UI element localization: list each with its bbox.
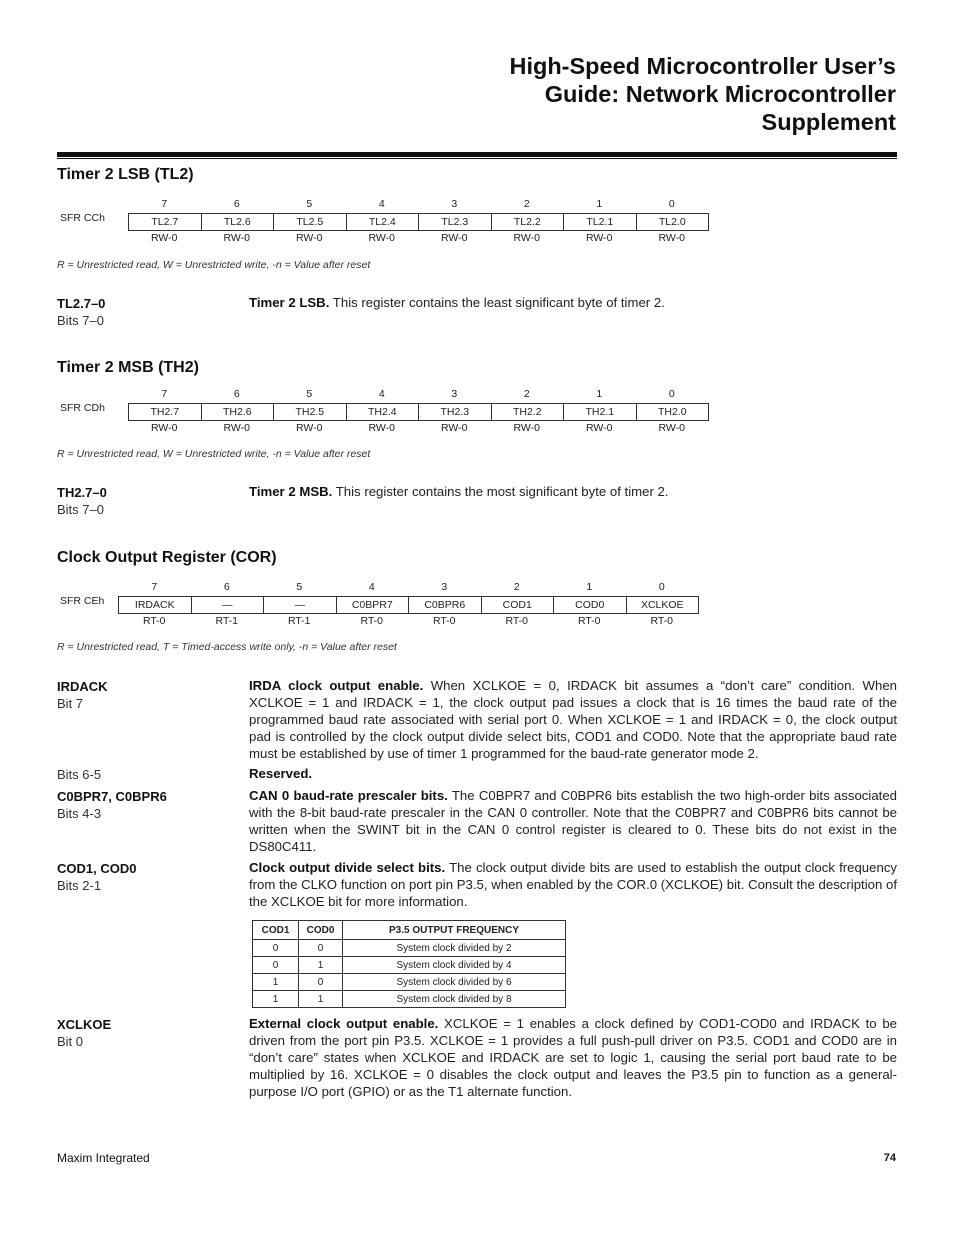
reset-value: RW-0 — [658, 422, 685, 434]
bit-number: 0 — [658, 581, 665, 593]
table-cell: System clock divided by 2 — [343, 940, 566, 957]
bit-cell: TH2.4 — [347, 404, 420, 420]
bit-number: 2 — [513, 581, 520, 593]
reset-value: RT-0 — [360, 615, 384, 627]
bit-cell: IRDACK — [119, 597, 192, 613]
bit-cell: C0BPR7 — [337, 597, 410, 613]
xclkoe-field-name: XCLKOE — [57, 1017, 112, 1032]
reset-value: RW-0 — [513, 232, 540, 244]
bit-cell: TL2.4 — [347, 214, 420, 230]
bit-number: 3 — [441, 581, 448, 593]
tl2-register-diagram — [60, 198, 720, 248]
bit-number: 4 — [378, 198, 385, 210]
reserved-field-description — [249, 766, 897, 783]
th2-register-diagram — [60, 388, 720, 438]
cod-field-name: COD1, COD0 — [57, 861, 137, 876]
bit-cell: TH2.7 — [129, 404, 202, 420]
cor-heading: Clock Output Register (COR) — [57, 549, 277, 566]
bit-cell: TH2.6 — [202, 404, 275, 420]
table-header-row — [253, 921, 566, 940]
th2-field-text: This register contains the most significant byte of timer 2. — [332, 484, 669, 499]
table-row — [253, 991, 566, 1008]
irdack-field-name: IRDACK — [57, 679, 108, 694]
bit-cell: TH2.2 — [492, 404, 565, 420]
tl2-legend: R = Unrestricted read, W = Unrestricted write, -n = Value after reset — [57, 259, 371, 271]
bit-cell: TL2.7 — [129, 214, 202, 230]
th2-field-name: TH2.7–0 — [57, 485, 107, 500]
bit-number: 5 — [296, 581, 303, 593]
c0bpr-field-description — [249, 788, 897, 856]
cor-bits-row — [118, 581, 698, 594]
table-cell: 1 — [253, 991, 299, 1008]
cod-field-label — [57, 860, 136, 894]
bit-number: 4 — [368, 581, 375, 593]
bit-cell: TL2.3 — [419, 214, 492, 230]
th2-field-label — [57, 484, 107, 518]
bit-cell: TH2.3 — [419, 404, 492, 420]
bit-number: 7 — [151, 581, 158, 593]
table-cell: 0 — [299, 940, 343, 957]
tl2-field-bits: Bits 7–0 — [57, 313, 104, 328]
table-cell: System clock divided by 8 — [343, 991, 566, 1008]
reset-value: RW-0 — [441, 422, 468, 434]
table-cell: System clock divided by 6 — [343, 974, 566, 991]
bit-cell: COD1 — [482, 597, 555, 613]
th2-bits-row — [128, 388, 708, 401]
reset-value: RT-1 — [287, 615, 311, 627]
table-header-frequency: P3.5 OUTPUT FREQUENCY — [343, 921, 566, 940]
cor-cells-row — [118, 596, 699, 614]
c0bpr-field-title: CAN 0 baud-rate prescaler bits. — [249, 788, 448, 803]
bit-number: 5 — [306, 388, 313, 400]
reset-value: RW-0 — [441, 232, 468, 244]
bit-cell: TL2.1 — [564, 214, 637, 230]
xclkoe-field-text: XCLKOE = 1 enables a clock defined by COD1-COD0 and IRDACK to be driven from the port pin P3.5. XCLKOE = 1 provides a full push-pull driver on P3.5. COD1 and COD0 are in “don’t care” states when XCLKOE and IRDACK are set to logic 1, causing the serial port baud rate to be multiplied by 16. XCLKOE = 0 disables the clock output and leaves the P3.5 pin to function as a general-purpose I/O port (GPIO) or as the T1 alternate function. — [249, 1016, 898, 1099]
bit-number: 2 — [523, 388, 530, 400]
irdack-field-bits: Bit 7 — [57, 696, 84, 711]
th2-heading: Timer 2 MSB (TH2) — [57, 359, 199, 376]
title-line-1: High-Speed Microcontroller User’s — [509, 53, 896, 79]
bit-cell: TL2.6 — [202, 214, 275, 230]
xclkoe-field-title: External clock output enable. — [249, 1016, 439, 1031]
th2-field-description — [249, 484, 897, 501]
reserved-field-bits: Bits 6-5 — [57, 767, 102, 782]
bit-number: 0 — [668, 388, 675, 400]
reset-value: RW-0 — [658, 232, 685, 244]
bit-cell: TL2.5 — [274, 214, 347, 230]
th2-field-title: Timer 2 MSB. — [249, 484, 333, 499]
cod-field-bits: Bits 2-1 — [57, 878, 102, 893]
cod-field-text: The clock output divide bits are used to establish the output clock frequency from the CLKO function on port pin P3.5, when enabled by the COR.0 (XCLKOE) bit. Consult the description of the XCLKOE bit for more information. — [249, 860, 898, 909]
bit-number: 0 — [668, 198, 675, 210]
reserved-field-label — [57, 766, 101, 783]
bit-number: 6 — [223, 581, 230, 593]
bit-cell: TH2.1 — [564, 404, 637, 420]
cod-field-description — [249, 860, 897, 911]
bit-cell: C0BPR6 — [409, 597, 482, 613]
table-row — [253, 957, 566, 974]
bit-cell: TL2.2 — [492, 214, 565, 230]
table-cell: System clock divided by 4 — [343, 957, 566, 974]
bit-number: 1 — [596, 198, 603, 210]
bit-number: 1 — [596, 388, 603, 400]
c0bpr-field-bits: Bits 4-3 — [57, 806, 102, 821]
cor-legend: R = Unrestricted read, T = Timed-access write only, -n = Value after reset — [57, 641, 397, 653]
tl2-field-label — [57, 295, 105, 329]
table-cell: 1 — [299, 991, 343, 1008]
cor-sfr-address: SFR CEh — [60, 595, 105, 607]
reset-value: RW-0 — [586, 422, 613, 434]
c0bpr-field-label — [57, 788, 167, 822]
tl2-resets-row — [128, 232, 708, 245]
irdack-field-description — [249, 678, 897, 763]
reset-value: RW-0 — [223, 422, 250, 434]
tl2-cells-row — [128, 213, 709, 231]
tl2-sfr-address: SFR CCh — [60, 212, 105, 224]
irdack-field-label — [57, 678, 108, 712]
xclkoe-field-description — [249, 1016, 897, 1101]
bit-number: 2 — [523, 198, 530, 210]
bit-cell: — — [192, 597, 265, 613]
th2-cells-row — [128, 403, 709, 421]
reset-value: RW-0 — [513, 422, 540, 434]
bit-number: 3 — [451, 388, 458, 400]
tl2-field-description — [249, 295, 897, 312]
table-cell: 0 — [253, 940, 299, 957]
c0bpr-field-text: The C0BPR7 and C0BPR6 bits establish the two high-order bits associated with the 8-bit baud-rate prescaler in the CAN 0 controller. Note that the C0BPR7 and C0BPR6 bits cannot be written when the SWINT bit in the CAN 0 control register is cleared to 0. These bits do not exist in the DS80C411. — [249, 788, 897, 854]
th2-resets-row — [128, 422, 708, 435]
bit-number: 6 — [233, 388, 240, 400]
table-row — [253, 940, 566, 957]
tl2-heading: Timer 2 LSB (TL2) — [57, 166, 194, 183]
tl2-bits-row — [128, 198, 708, 211]
table-cell: 0 — [299, 974, 343, 991]
reset-value: RW-0 — [296, 232, 323, 244]
cor-register-diagram — [60, 581, 720, 631]
bit-number: 7 — [161, 198, 168, 210]
tl2-field-text: This register contains the least significant byte of timer 2. — [329, 295, 665, 310]
bit-number: 4 — [378, 388, 385, 400]
bit-cell: TH2.5 — [274, 404, 347, 420]
reset-value: RW-0 — [368, 232, 395, 244]
c0bpr-field-name: C0BPR7, C0BPR6 — [57, 789, 167, 804]
bit-cell: XCLKOE — [627, 597, 700, 613]
irdack-field-text: When XCLKOE = 0, IRDACK bit assumes a “don’t care” condition. When XCLKOE = 1 and IRDACK = 1, the clock output pad issues a clock that is 16 times the baud rate of the programmed baud rate associated with serial port 0. When XCLKOE = 1 and IRDACK = 0, the clock output pad is controlled by the clock output divide select bits, COD1 and COD0. Note that the appropriate baud rate must be established by use of timer 1 programmed for the baud-rate generator mode 2. — [249, 678, 898, 761]
table-cell: 1 — [253, 974, 299, 991]
cor-resets-row — [118, 615, 698, 628]
title-rule — [57, 152, 897, 159]
title-line-3: Supplement — [761, 109, 896, 135]
bit-cell: — — [264, 597, 337, 613]
reset-value: RW-0 — [368, 422, 395, 434]
footer-company: Maxim Integrated — [57, 1151, 150, 1165]
th2-sfr-address: SFR CDh — [60, 402, 105, 414]
table-header-cod0: COD0 — [299, 921, 343, 940]
reset-value: RT-0 — [505, 615, 529, 627]
xclkoe-field-bits: Bit 0 — [57, 1034, 84, 1049]
bit-number: 7 — [161, 388, 168, 400]
bit-cell: COD0 — [554, 597, 627, 613]
document-title — [376, 52, 896, 136]
th2-legend: R = Unrestricted read, W = Unrestricted write, -n = Value after reset — [57, 448, 371, 460]
reset-value: RW-0 — [151, 422, 178, 434]
reset-value: RT-0 — [142, 615, 166, 627]
bit-cell: TL2.0 — [637, 214, 710, 230]
reset-value: RT-0 — [432, 615, 456, 627]
bit-number: 1 — [586, 581, 593, 593]
page-number: 74 — [883, 1152, 896, 1164]
reset-value: RT-0 — [577, 615, 601, 627]
reserved-field-title: Reserved. — [249, 766, 313, 781]
tl2-field-name: TL2.7–0 — [57, 296, 106, 311]
output-frequency-table — [252, 920, 566, 1008]
cod-field-title: Clock output divide select bits. — [249, 860, 446, 875]
reset-value: RW-0 — [586, 232, 613, 244]
th2-field-bits: Bits 7–0 — [57, 502, 104, 517]
bit-number: 5 — [306, 198, 313, 210]
reset-value: RW-0 — [296, 422, 323, 434]
xclkoe-field-label — [57, 1016, 111, 1050]
title-line-2: Guide: Network Microcontroller — [544, 81, 896, 107]
tl2-field-title: Timer 2 LSB. — [249, 295, 330, 310]
reset-value: RW-0 — [223, 232, 250, 244]
table-row — [253, 974, 566, 991]
table-cell: 0 — [253, 957, 299, 974]
reset-value: RW-0 — [151, 232, 178, 244]
bit-number: 3 — [451, 198, 458, 210]
bit-number: 6 — [233, 198, 240, 210]
table-cell: 1 — [299, 957, 343, 974]
bit-cell: TH2.0 — [637, 404, 710, 420]
reset-value: RT-1 — [215, 615, 239, 627]
table-header-cod1: COD1 — [253, 921, 299, 940]
irdack-field-title: IRDA clock output enable. — [249, 678, 424, 693]
reset-value: RT-0 — [650, 615, 674, 627]
